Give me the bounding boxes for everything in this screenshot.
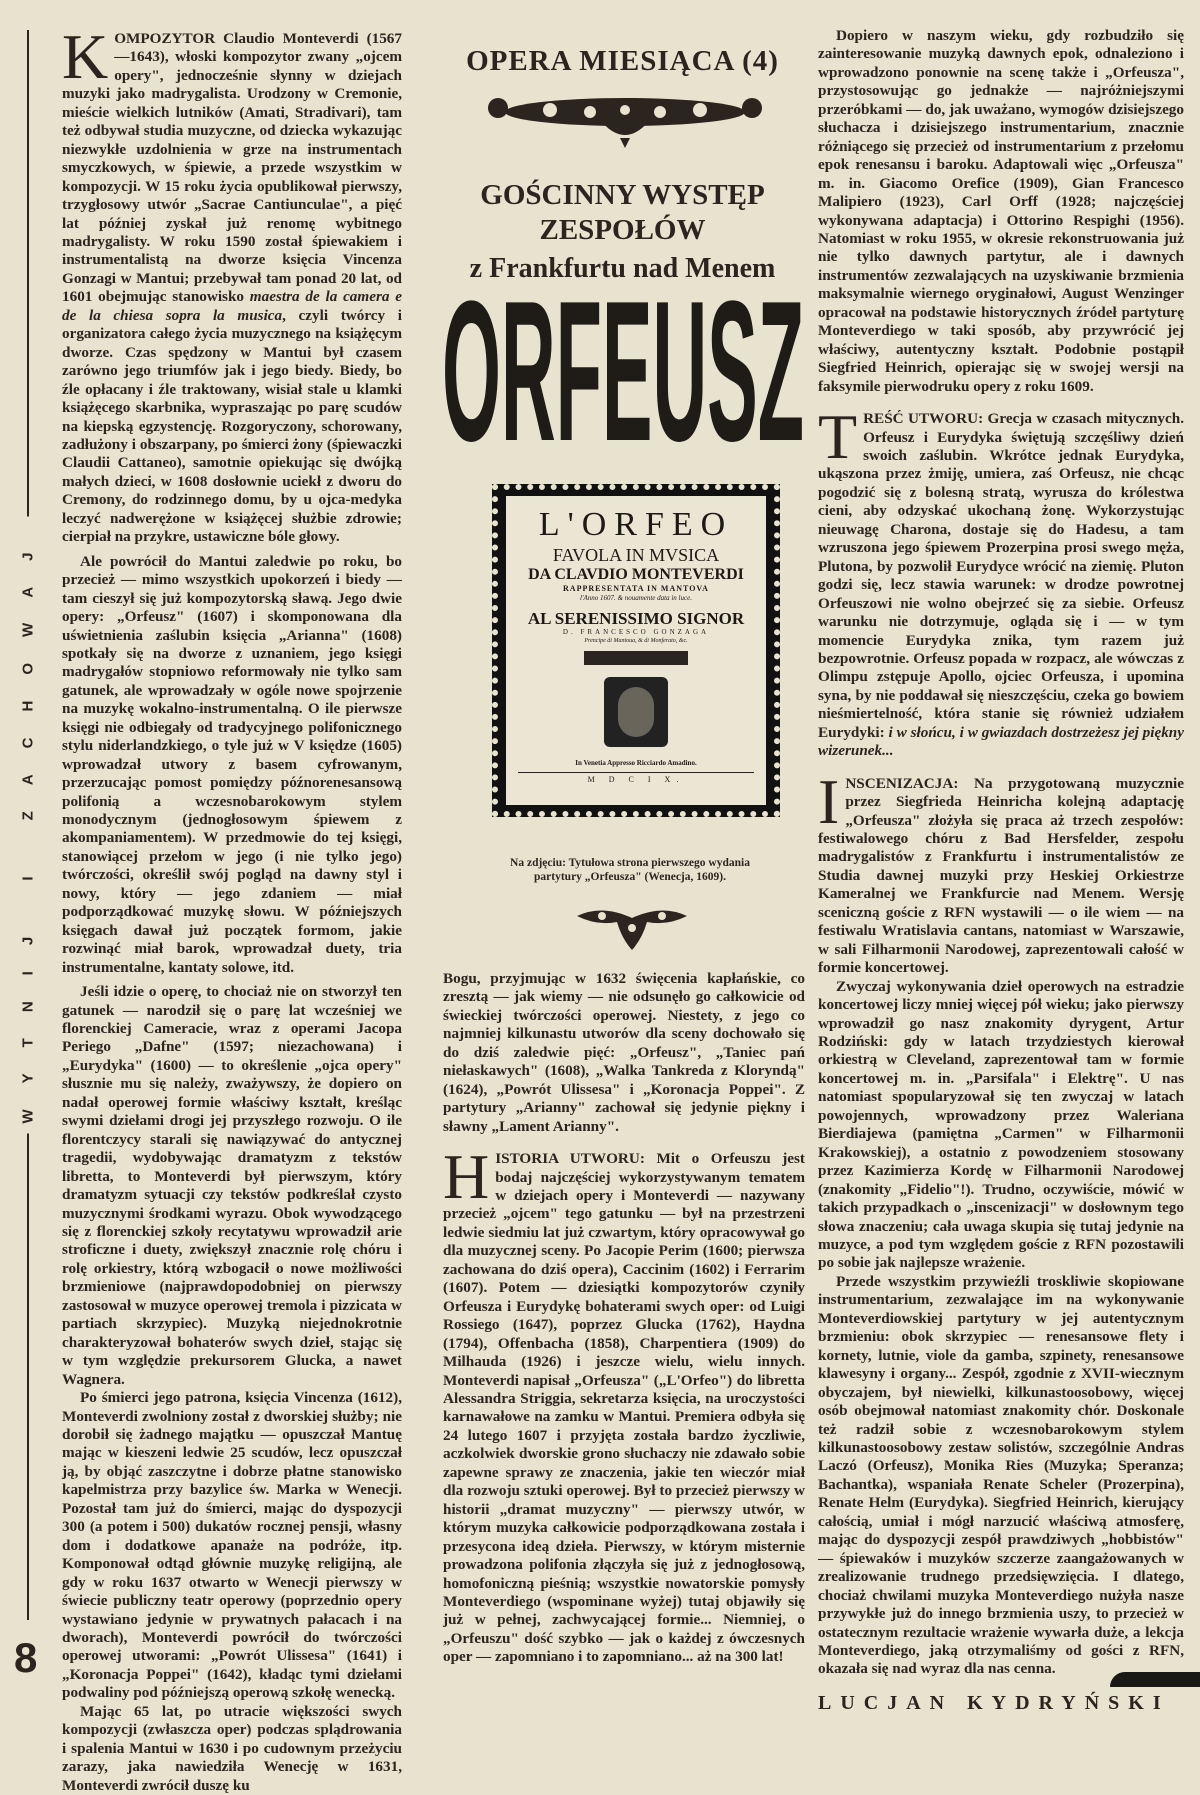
tp-line: DA CLAVDIO MONTEVERDI <box>528 566 744 583</box>
text: , czyli twórcy i organizatora całego życia muzycznego na książęcym dworze. Czas spędzony w Mantui był czasem zarówno jego triumfów jak i jego biedy. Biedy, bo źle opłacany i źle traktowany, wisiał stale u klamki książęcego skarbnika, wypraszając po parę scudów na kiepską egzystencję. Rozgoryczony, schorowany, zadłużony i obszarpany, po śmierci żony (śpiewaczki Claudii Cattaneo), samotnie opiekując się dwójką małych dzieci, w 1608 dosłownie uciekł z dworu do Cremony, do rodzinnego domu, by u ojca-medyka leczyć nadwerężone w książęcej służbie zdrowie; cierpiał na przykre, ustawiczne bóle głowy. <box>62 306 402 546</box>
page-edge-shadow <box>1110 1672 1200 1687</box>
subtitle-heading <box>430 178 815 248</box>
paragraph: Po śmierci jego patrona, księcia Vincenza (1612), Monteverdi zwolniony został z dworskiej służby; nie dorobił się żadnego majątku — opuszczał Mantuę mając w kieszeni ledwie 25 scudów, lecz opuszczał ją, by objąć zaszczytne i dobrze płatne stanowisko kapelmistrza przy bazylice św. Marka w Wenecji. Pozostał tam już do śmierci, mając do dyspozycji 300 (a potem i 500) dukatów rocznej pensji, własny dom i dodatkowe apanaże na podróże, itp. Komponował odtąd głównie muzykę religijną, ale gdy w roku 1637 otwarto w Wenecji pierwszy w świecie publiczny teatr operowy (poprzednio opery wystawiano jedynie w prywatnych pałacach i na dworach), Monteverdi powrócił do twórczości operowej utworami: „Powrót Ulissesa" (1641) i „Koronacja Poppei" (1642), kładąc tymi dziełami podwaliny pod późniejszą operową szkołę wenecką. <box>62 1389 402 1702</box>
score-title-page-image <box>492 484 780 817</box>
paragraph: Bogu, przyjmując w 1632 święcenia kapłańskie, co zresztą — jak wiemy — nie odsunęło go całkowicie od świeckiej twórczości operowej. Niestety, z jego co najmniej kilkunastu utworów dla sceny dochowało się do dziś zaledwie pięć: „Orfeusz", „Taniec pań niełaskawych" (1608), „Walka Tankreda z Kloryndą" (1624), „Powrót Ulissesa" i „Koronacja Poppei". Z partytury „Arianny" zachował się jedynie piękny i sławny „Lament Arianny". <box>443 970 805 1135</box>
title-page-content <box>506 496 766 805</box>
drop-cap: K <box>62 21 109 92</box>
printer-emblem-icon <box>604 677 668 747</box>
tp-line: AL SERENISSIMO SIGNOR <box>527 609 745 628</box>
series-heading: OPERA MIESIĄCA (4) <box>466 45 779 77</box>
section-paragraph <box>818 401 1184 761</box>
section-paragraph <box>818 765 1184 978</box>
ornament-icon <box>480 90 770 150</box>
tp-imprint: In Venetia Appresso Ricciardo Amadino. <box>575 759 697 767</box>
author-signature: LUCJAN KYDRYŃSKI <box>818 1691 1170 1714</box>
drop-cap: T <box>818 401 858 473</box>
tp-line: Prencipe di Mantoua, & di Monferato, &c. <box>584 638 688 644</box>
drop-cap: H <box>443 1141 490 1213</box>
paragraph: Ale powrócił do Mantui zaledwie po roku, bo przecież — mimo wszystkich upokorzeń i biedy — tam cieszył się już kompozytorską sławą. Jego dwie opery: „Orfeusz" (1607) i skomponowana dla uświetnienia zaślubin księcia „Arianna" (1608) spotkały się na dworze z uznaniem, jego księgi madrygałów stopniowo reformowały nie tylko sam gatunek, ale wprowadzały w ogóle nowe spojrzenie na muzykę wokalno-instrumentalną. O ile pierwsze księgi nie odbiegały od tradycyjnego polifonicznego stylu niderlandzkiego, o tyle już w V księdze (1605) wprowadzał utwory z basem cyfrowanym, przerzucając pomost pomiędzy późnorenesansową polifonią a wczesnobarokowym stylem monodycznym (jednogłosowym śpiewem z akompaniamentem). W przedmowie do tej księgi, stanowiącej przełom w jego (i nie tylko jego) twórczości, określił swój pogląd na dawny styl i nowy, który — jego zdaniem — miał podporządkować muzykę słowu. W późniejszych księgach dawał już początek formom, jakie rozwinąć miał barok, wprowadzał duety, tria instrumentalne, kantaty solowe, itd. <box>62 552 402 976</box>
tp-line: D. FRANCESCO GONZAGA <box>562 628 710 636</box>
paragraph: Mając 65 lat, po utracie większości swych kompozycji (zwłaszcza oper) podczas splądrowania i spalenia Mantui w 1630 i po cudownym przeżyciu zarazy, jaka nawiedziła Wenecję w 1631, Monteverdi zwrócił duszę ku <box>62 1702 402 1794</box>
opera-title-text: ORFEUSZ <box>442 292 804 444</box>
ornament-band-icon <box>584 651 688 665</box>
tp-date: M D C I X. <box>518 772 754 785</box>
subtitle-line: GOŚCINNY WYSTĘP <box>480 179 765 211</box>
ornament-icon <box>572 904 692 954</box>
tp-title: L'ORFEO <box>538 506 734 543</box>
subtitle-line: ZESPOŁÓW <box>539 214 706 246</box>
cut-and-keep-margin <box>6 30 50 1620</box>
section-paragraph <box>443 1141 805 1667</box>
tp-line: l'Anno 1607. & nouamente data in luce. <box>580 594 692 602</box>
italic-text: maestra de la camera e de la chiesa sopra la musica <box>62 288 402 324</box>
text: NSCENIZACJA: Na przygotowaną muzycznie przez Siegfrieda Heinricha kolejną adaptację „Orfeusza" złożyła się praca aż trzech zespołów: festiwalowego chóru z Bad Hersfelder, zespołu madrygalistów z Frankfurtu i instrumentalistów ze Studia dawnej muzyki przy Heskiej Orkiestrze Kameralnej we Frankfurcie nad Menem. Wersję sceniczną goście z RFN wystawili — o ile wiem — na festiwalu Wratislavia cantans, natomiast w Warszawie, w sali Filharmonii Narodowej, zaprezentowali całość w formie koncertowej. <box>818 774 1184 977</box>
photo-caption: Na zdjęciu: Tytułowa strona pierwszego wydania partytury „Orfeusza" (Wenecja, 1609). <box>510 857 750 883</box>
text: ISTORIA UTWORU: Mit o Orfeuszu jest bodaj najczęściej wykorzystywanym tematem w dziejach opery i Monteverdi — nazywany przecież „ojcem" tego gatunku — był na przestrzeni ledwie siedmiu lat już czwartym, który opracowywał go dla muzycznej sceny. Po Jacopie Perim (1600; pierwsza zachowana do dziś opera), Caccinim (1602) i Ferrarim (1607). Potem — dziesiątki kompozytorów czyniły Orfeusza i Eurydykę bohaterami swych oper: od Luigi Rossiego (1647), poprzez Glucka (1762), Haydna (1794), Offenbacha (1858), Charpentiera (1909) do Milhauda (1926) i jeszcze wielu, wielu innych. Monteverdi napisał „Orfeusza" („L'Orfeo") do libretta Alessandra Striggia, sekretarza księcia, na uroczystości karnawałowe na zamku w Mantui. Premiera odbyła się 24 lutego 1607 i przyjęta została bardzo życzliwie, aczkolwiek dworskie grono słuchaczy nie zdawało sobie zapewne sprawy ze znaczenia, jakie ten wieczór miał dla rozwoju sztuki operowej. Był to przecież pierwszy w historii „dramat muzyczny" — pierwszy utwór, w którym muzyka całkowicie podporządkowana została i przesycona ideą dzieła. Pierwszy, w którym misternie prowadzona polifonia złączyła się już z jednogłosową, homofoniczną pieśnią; wszystkie nowatorskie pomysły Monteverdiego (wspominane wyżej) tutaj objawiły się już w pełnej, zachwycającej formie... Niemniej, o „Orfeuszu" dość szybko — jak o każdej z ówczesnych oper — zapomniano i to zapomniano... aż na 300 lat! <box>443 1150 805 1666</box>
margin-label: WYTNIJ I ZACHOWAJ <box>20 516 37 1133</box>
page-number: 8 <box>14 1634 38 1681</box>
paragraph: Jeśli idzie o operę, to chociaż nie on stworzył ten gatunek — narodził się o parę lat wcześniej we florenckiej Cameracie, wraz z operami Jacopa Periego „Dafne" (1597; niezachowana) i „Eurydyka" (1600) — to określenie „ojca opery" słusznie mu się należy, zważywszy, że dopiero on nadał operowej formie właściwy kształt, kreśląc swymi dziełami drogi jej przyszłego rozwoju. O ile florentczycy starali się nawiązywać do antycznej tragedii, wydobywając dramatyzm z tekstów libretta, to Monteverdi był pierwszym, który dramatyzm sytuacji czy tekstów podkreślał czysto muzycznymi środkami wyrazu. Obok wywodzącego się z florenckiej szkoły recytatywu wprowadził arie stroficzne i duety, zwiększył znacznie rolę chóru i rolę orkiestry, którą wzbogacił o nowe możliwości brzmieniowe (najprawdopodobniej on pierwszy zastosował w muzyce operowej tremola i pizzicata w partiach skrzypiec). Muzyką niejednokrotnie charakteryzował bohaterów swych dzieł, stając się w tym względzie prekursorem Glucka, a nawet Wagnera. <box>62 983 402 1388</box>
opera-title <box>440 292 806 444</box>
paragraph: Zwyczaj wykonywania dzieł operowych na estradzie koncertowej liczy mniej więcej pół wieku; jako pierwszy wprowadził go nasz znakomity dyrygent, Artur Rodziński: gdy w latach trzydziestych kierował orkiestrą w Cleveland, zaprezentował tam w formie koncertowej m. in. „Parsifala" i Elektrę". U nas natomiast spopularyzował się ten zwyczaj w latach powojennych, wprowadzony przez Waleriana Bierdiajewa (pamiętna „Carmen" w Filharmonii Krakowskiej), a ostatnio z powodzeniem stosowany przez Kazimierza Kordę w Filharmonii Narodowej (znakomity „Fidelio"!). Trudno, oczywiście, mówić w takich przypadkach o „inscenizacji" w dosłownym tego słowa znaczeniu; cała uwaga skupia się tutaj jedynie na muzyce, a pod tym względem goście z RFN pozostawili po sobie jak najlepsze wrażenie. <box>818 977 1184 1272</box>
column-middle <box>443 970 805 1667</box>
paragraph <box>62 21 402 547</box>
text: REŚĆ UTWORU: Grecja w czasach mitycznych. Orfeusz i Eurydyka świętują szczęśliwy dzień swoich zaślubin. Wkrótce jednak Eurydyka, ukąszona przez żmiję, umiera, zaś Orfeusz, nie chcąc pogodzić się z bolesną stratą, wyrusza do królestwa cieni, aby odzyskać ukochaną żonę. Wykorzystując nieuwagę Charona, dostaje się do Hadesu, a tam wzruszona jego śpiewem Prozerpina prosi swego męża, Plutona, by pozwolił Eurydyce wrócić na ziemię. Pluton godzi się, lecz stawia warunek: w drodze powrotnej Orfeuszowi nie wolno obejrzeć się za siebie. Orfeusz warunku nie dotrzymuje, ogląda się i — w tym momencie Eurydyka znika, tym razem już bezpowrotnie. Orfeusz popada w rozpacz, ale wówczas z Olimpu zstępuje Apollo, ojciec Orfeusza, i upomina syna, by nie poddawał się nieszczęściu, czeka go bowiem nieśmiertelność, która stanie się również udziałem Eurydyki: <box>818 410 1184 741</box>
tp-line: RAPPRESENTATA IN MANTOVA <box>563 584 709 593</box>
column-right <box>818 27 1184 1715</box>
drop-cap: I <box>818 765 840 837</box>
paragraph: Przede wszystkim przywieźli troskliwie skopiowane instrumentarium, zezwalające im na wykonywanie Monteverdiowskiej partytury w jej autentycznym brzmieniu: obok skrzypiec — renesansowe flety i kornety, lutnie, viole da gamba, szpinety, renesansowe klawesyny i organy... Zespół, zgodnie z XVII-wiecznym obyczajem, był niewielki, kilkunastoosobowy, więcej osób obejmował natomiast znakomity chór. Doskonale też radził sobie z wczesnobarokowym stylem kilkunastoosobowy zestaw solistów, szczególnie Andras Laczó (Orfeusz), Monika Ries (Muzyka; Speranza; Bachantka), wspaniała Renate Scheler (Prozerpina), Renate Helm (Eurydyka). Siegfried Heinrich, kierujący całością, umiał i mógł narzucić właściwą atmosferę, mając do dyspozycji zespół prawdziwych „hobbistów" — śpiewaków i muzyków szczerze zaangażowanych w zrealizowanie trudnego przedsięwzięcia. I dlatego, chociaż chwilami muzyka Monteverdiego nużyła nasze przywykłe już do innego brzmienia uszy, to przecież w ostatecznym rezultacie wrażenie wywarła duże, a lekcja Monteverdiego, jaką otrzymaliśmy od gości z RFN, okazała się nad wyraz dla nas cenna. <box>818 1272 1184 1678</box>
subtitle-origin: z Frankfurtu nad Menem <box>469 253 776 284</box>
tp-line: FAVOLA IN MVSICA <box>552 545 720 565</box>
italic-text: i w słońcu, i w gwiazdach dostrzeżesz jej piękny wizerunek... <box>818 723 1184 760</box>
paragraph: Dopiero w naszym wieku, gdy rozbudziło się zainteresowanie muzyką dawnych epok, odnaleziono i wprowadzono ponownie na scenę także i „Orfeusza", przystosowując go jednakże — najróżniejszymi przeróbkami — do, jak uważano, wymogów dzisiejszego słuchacza i dzisiejszego instrumentarium, znacznie różniącego się przecież od instrumentarium z przełomu epok renesansu i baroku. Adaptowali więc „Orfeusza" m. in. Giacomo Orefice (1909), Gian Francesco Malipiero (1923), Carl Orff (1928; najczęściej wykonywana adaptacja) i Ottorino Respighi (1956). Natomiast w roku 1955, w okresie rekonstruowania już nie tylko dawnych partytur, ale i dawnych instrumentów zezwalających na uzyskiwanie brzmienia maksymalnie wiernego oryginałowi, August Wenzinger opracował na podstawie historycznych źródeł partyturę Monteverdiego w taki sposób, aby przywrócić jej właściwy, autentyczny kształt. Podobnie postąpił Siegfried Heinrich, opierając się w swojej wersji na faksymile pierwodruku opery z roku 1609. <box>818 27 1184 395</box>
text: OMPOZYTOR Claudio Monteverdi (1567—1643), włoski kompozytor zwany „ojcem opery", jednocześnie słynny w dziejach muzyki jako madrygalista. Urodzony w Cremonie, mieście wielkich lutników (Amati, Stradivari), tam też odbywał studia muzyczne, od dziecka wykazując niezwykłe uzdolnienia w grze na instrumentach smyczkowych, w śpiewie, a przede wszystkim w kompozycji. W 15 roku życia opublikował pierwszy, trzygłosowy utwór „Sacrae Cantiunculae", a pięć lat później zyskał już renomę wybitnego madrygalisty. W roku 1590 został śpiewakiem i instrumentalistą na dworze księcia Vincenza Gonzagi w Mantui; przebywał tam ponad 20 lat, od 1601 obejmując stanowisko <box>62 30 402 306</box>
column-left <box>62 21 402 1795</box>
